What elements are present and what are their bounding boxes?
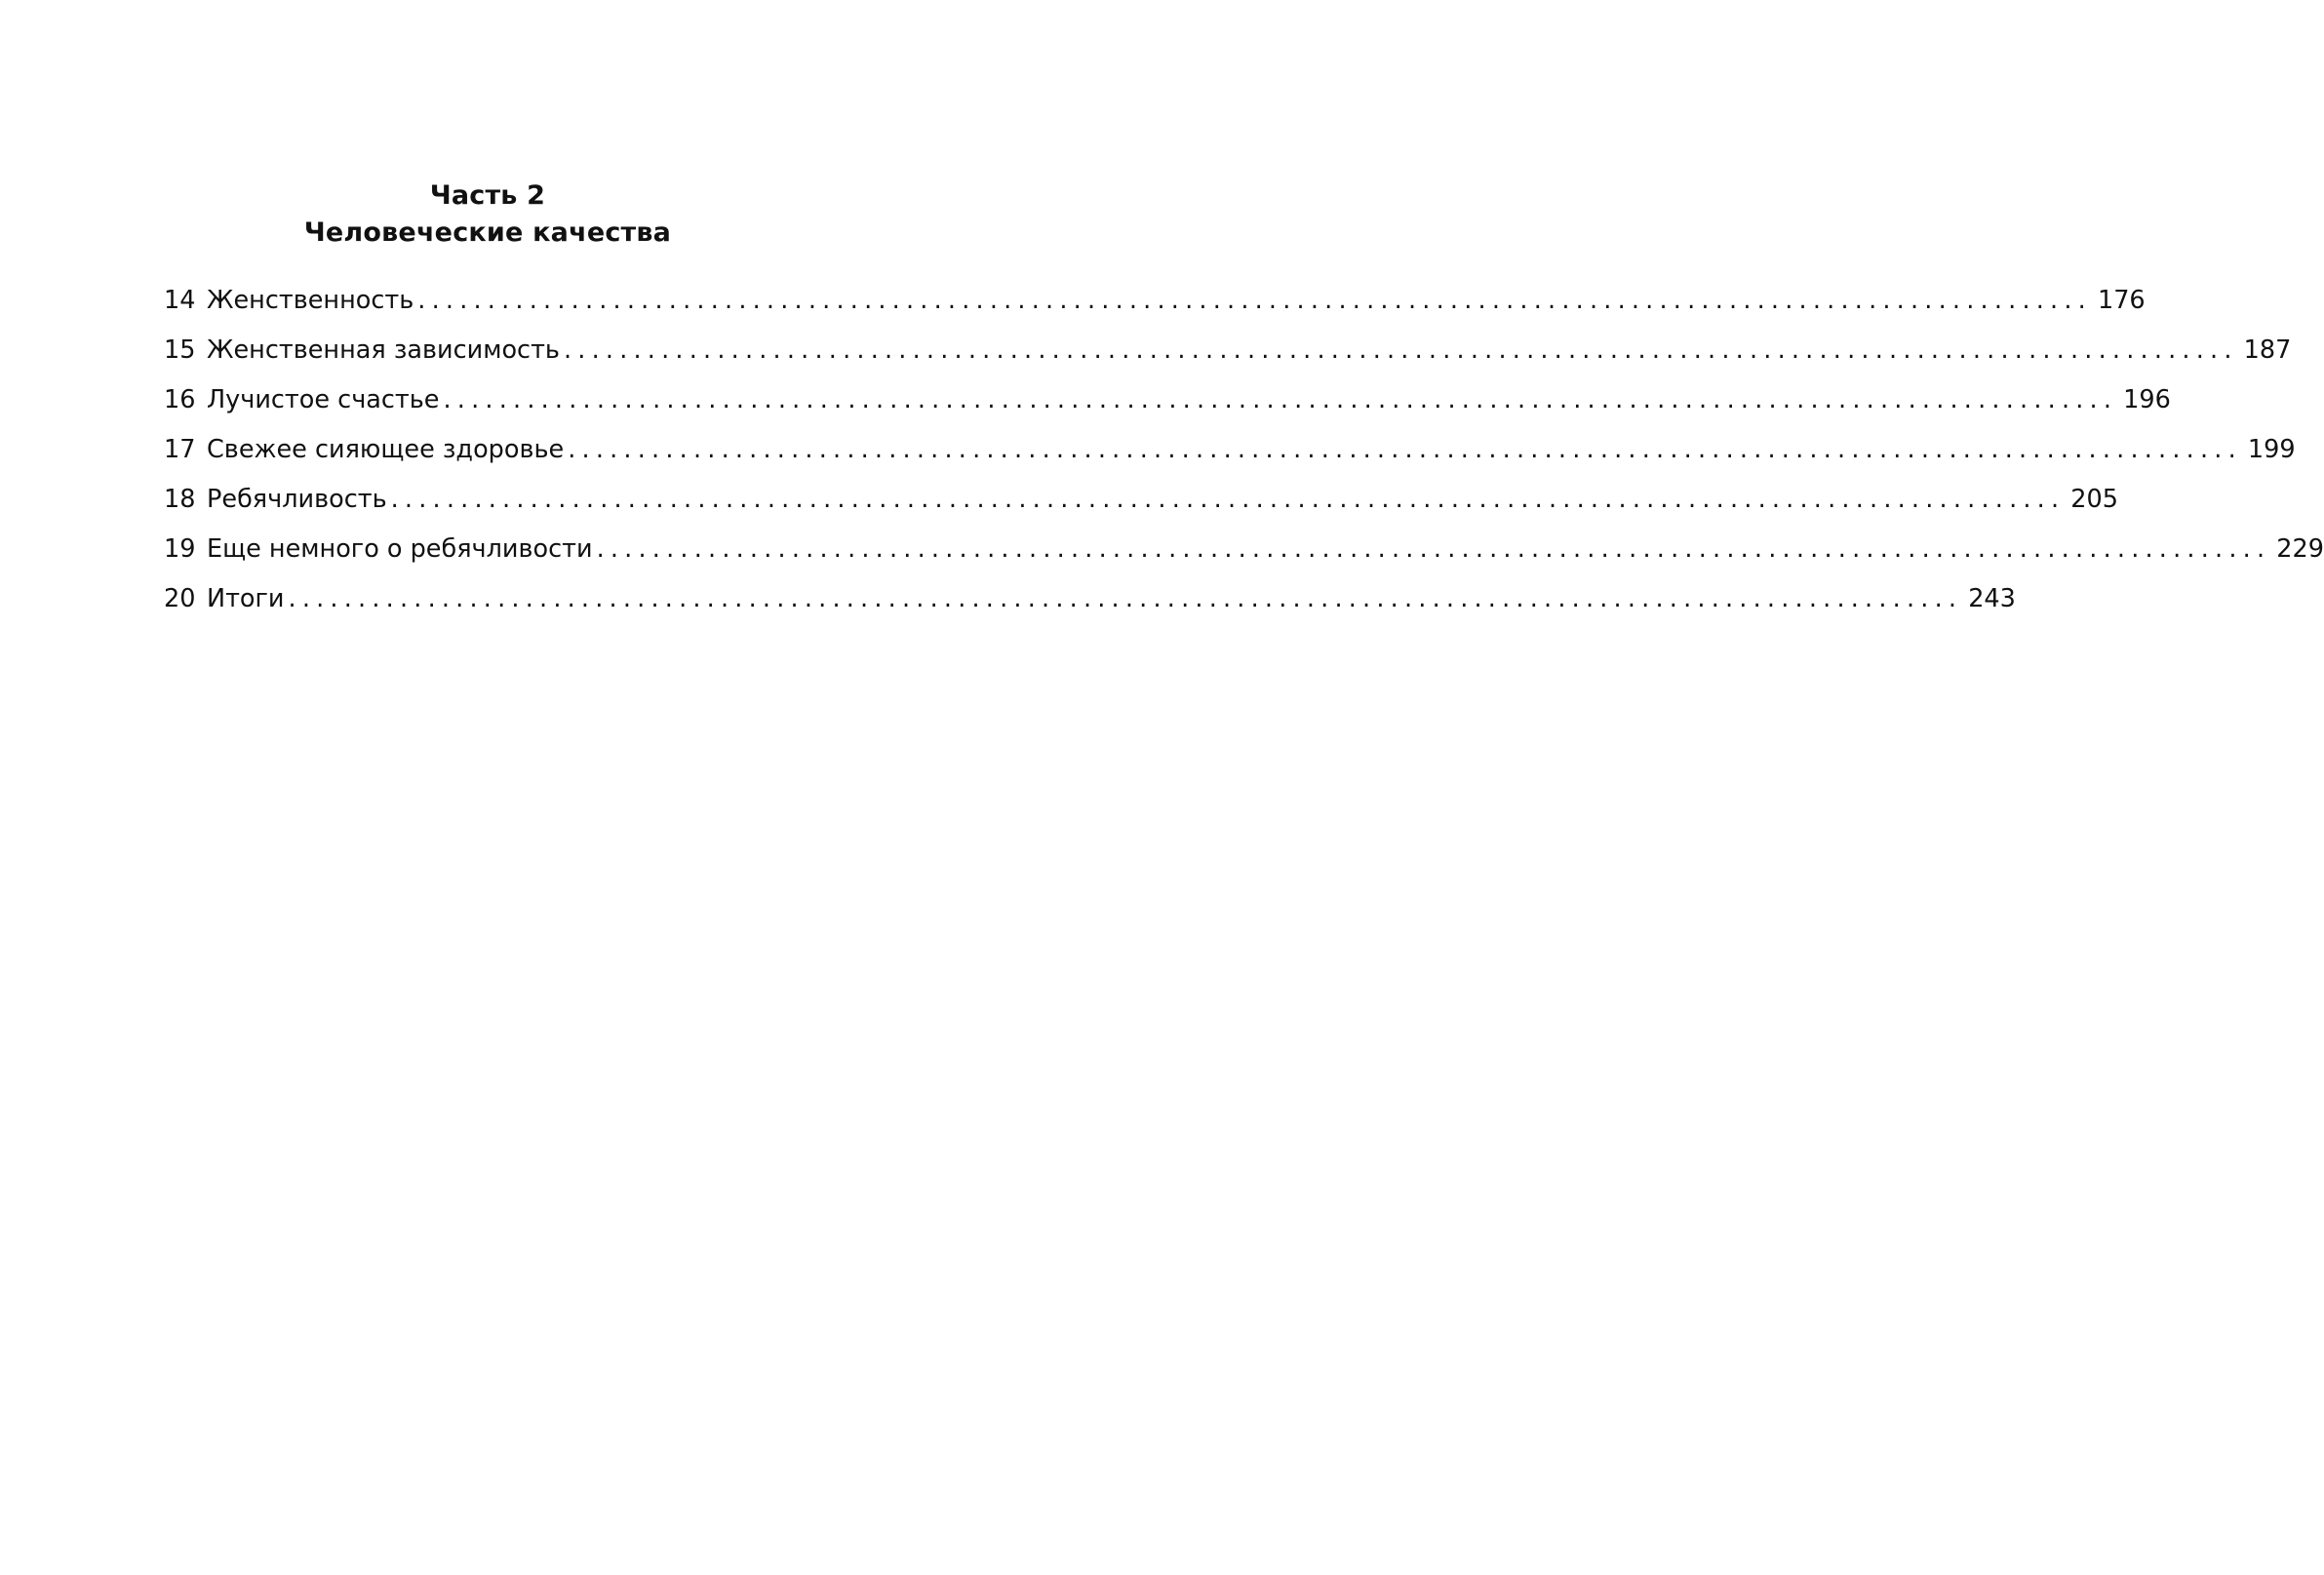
chapter-number: 17 bbox=[164, 435, 196, 464]
part-title: Человеческие качества bbox=[303, 217, 672, 248]
dot-leader: ........................................................................................................................ bbox=[390, 485, 2066, 514]
dot-leader: ........................................................................................................................ bbox=[443, 385, 2118, 414]
toc-entry[interactable] bbox=[164, 375, 2171, 425]
chapter-number: 18 bbox=[164, 485, 196, 514]
chapter-title: Еще немного о ребячливости bbox=[207, 534, 593, 564]
dot-leader: ........................................................................................................................ bbox=[596, 534, 2271, 564]
toc-entry[interactable] bbox=[164, 574, 2016, 624]
part-label: Часть 2 bbox=[429, 180, 546, 211]
chapter-title: Ребячливость bbox=[207, 485, 387, 514]
toc-entry[interactable] bbox=[164, 425, 2296, 475]
chapter-title: Итоги bbox=[207, 584, 285, 613]
chapter-title: Женственная зависимость bbox=[207, 335, 560, 365]
toc-entry[interactable] bbox=[164, 276, 2146, 326]
toc-entry[interactable] bbox=[164, 525, 2324, 574]
chapter-title: Женственность bbox=[207, 286, 414, 315]
dot-leader: ........................................................................................................................ bbox=[563, 335, 2238, 365]
chapter-number: 14 bbox=[164, 286, 196, 315]
table-of-contents bbox=[164, 276, 2324, 624]
toc-entry[interactable] bbox=[164, 475, 2118, 525]
page-number: 176 bbox=[2097, 286, 2146, 315]
page-number: 205 bbox=[2070, 485, 2118, 514]
chapter-title: Лучистое счастье bbox=[207, 385, 440, 414]
part-heading bbox=[0, 177, 975, 252]
chapter-number: 19 bbox=[164, 534, 196, 564]
dot-leader: ........................................................................................................................ bbox=[288, 584, 1963, 613]
page-number: 196 bbox=[2123, 385, 2171, 414]
page-number: 229 bbox=[2276, 534, 2324, 564]
toc-entry[interactable] bbox=[164, 326, 2292, 375]
chapter-number: 16 bbox=[164, 385, 196, 414]
dot-leader: ........................................................................................................................ bbox=[417, 286, 2092, 315]
page-number: 199 bbox=[2247, 435, 2296, 464]
dot-leader: ........................................................................................................................ bbox=[568, 435, 2242, 464]
page-number: 243 bbox=[1968, 584, 2016, 613]
chapter-number: 15 bbox=[164, 335, 196, 365]
page-number: 187 bbox=[2243, 335, 2292, 365]
chapter-number: 20 bbox=[164, 584, 196, 613]
chapter-title: Свежее сияющее здоровье bbox=[207, 435, 565, 464]
